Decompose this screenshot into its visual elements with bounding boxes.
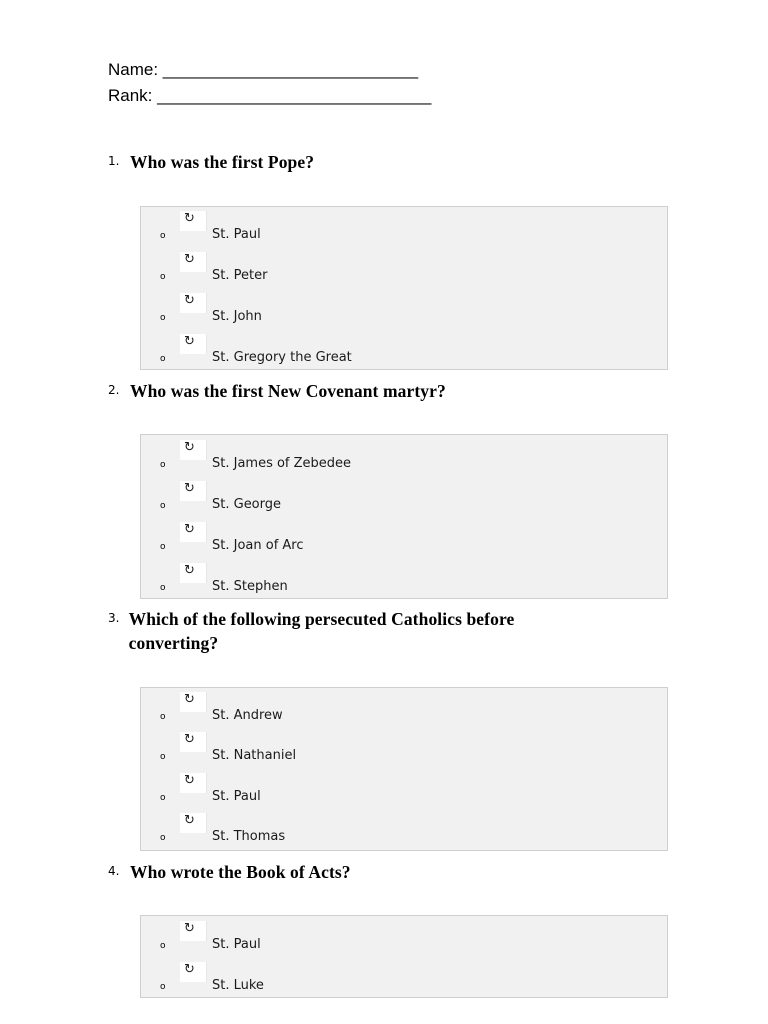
option-label: St. James of Zebedee <box>212 456 352 471</box>
option-item[interactable] <box>141 520 667 556</box>
radio-button[interactable] <box>180 692 207 712</box>
options-box-4 <box>140 915 668 998</box>
radio-icon: ↻ <box>184 293 195 308</box>
question-text: Which of the following persecuted Catholics before converting? <box>128 609 515 653</box>
radio-icon: ↻ <box>184 773 195 788</box>
bullet-icon: o <box>160 793 166 803</box>
bullet-icon: o <box>160 752 166 762</box>
bullet-icon: o <box>160 712 166 722</box>
name-line: Name: ___________________________ <box>108 60 419 79</box>
option-label: St. Joan of Arc <box>212 538 304 553</box>
question-number: 1. <box>108 154 120 168</box>
bullet-icon: o <box>160 542 166 552</box>
radio-button[interactable] <box>180 773 207 793</box>
radio-icon: ↻ <box>184 252 195 267</box>
question-4 <box>108 860 628 884</box>
option-label: St. Thomas <box>212 829 286 844</box>
radio-button[interactable] <box>180 813 207 833</box>
radio-button[interactable] <box>180 211 207 231</box>
option-item[interactable] <box>141 332 667 368</box>
question-1 <box>108 150 628 174</box>
option-label: St. Paul <box>212 789 261 804</box>
option-item[interactable] <box>141 291 667 327</box>
radio-button[interactable] <box>180 334 207 354</box>
question-number: 4. <box>108 864 120 878</box>
radio-button[interactable] <box>180 293 207 313</box>
option-item[interactable] <box>141 209 667 245</box>
radio-button[interactable] <box>180 921 207 941</box>
radio-icon: ↻ <box>184 481 195 496</box>
radio-icon: ↻ <box>184 522 195 537</box>
options-box-3 <box>140 687 668 851</box>
option-item[interactable] <box>141 479 667 515</box>
question-text: Who wrote the Book of Acts? <box>130 862 351 882</box>
bullet-icon: o <box>160 501 166 511</box>
radio-icon: ↻ <box>184 921 195 936</box>
option-label: St. Andrew <box>212 708 283 723</box>
question-text: Who was the first Pope? <box>130 152 315 172</box>
option-item[interactable] <box>141 919 667 955</box>
radio-button[interactable] <box>180 563 207 583</box>
question-3 <box>108 607 578 655</box>
option-item[interactable] <box>141 811 667 847</box>
options-box-1 <box>140 206 668 370</box>
option-item[interactable] <box>141 960 667 996</box>
radio-button[interactable] <box>180 522 207 542</box>
bullet-icon: o <box>160 231 166 241</box>
option-label: St. Stephen <box>212 579 288 594</box>
question-2 <box>108 379 628 403</box>
question-number: 2. <box>108 383 120 397</box>
radio-button[interactable] <box>180 732 207 752</box>
option-label: St. Paul <box>212 227 261 242</box>
bullet-icon: o <box>160 583 166 593</box>
radio-button[interactable] <box>180 252 207 272</box>
option-item[interactable] <box>141 250 667 286</box>
option-label: St. Paul <box>212 937 261 952</box>
radio-icon: ↻ <box>184 692 195 707</box>
radio-button[interactable] <box>180 440 207 460</box>
option-label: St. Nathaniel <box>212 748 297 763</box>
radio-icon: ↻ <box>184 813 195 828</box>
option-item[interactable] <box>141 771 667 807</box>
option-label: St. Luke <box>212 978 264 993</box>
radio-icon: ↻ <box>184 732 195 747</box>
question-number: 3. <box>108 611 120 625</box>
option-label: St. George <box>212 497 282 512</box>
name-rank-header <box>108 57 431 109</box>
options-box-2 <box>140 434 668 599</box>
rank-line: Rank: _____________________________ <box>108 86 432 105</box>
radio-icon: ↻ <box>184 334 195 349</box>
bullet-icon: o <box>160 982 166 992</box>
option-label: St. Gregory the Great <box>212 350 352 365</box>
question-text: Who was the first New Covenant martyr? <box>130 381 446 401</box>
bullet-icon: o <box>160 833 166 843</box>
bullet-icon: o <box>160 354 166 364</box>
radio-icon: ↻ <box>184 440 195 455</box>
option-label: St. John <box>212 309 262 324</box>
bullet-icon: o <box>160 313 166 323</box>
option-item[interactable] <box>141 690 667 726</box>
option-item[interactable] <box>141 438 667 474</box>
radio-icon: ↻ <box>184 563 195 578</box>
radio-icon: ↻ <box>184 211 195 226</box>
radio-button[interactable] <box>180 481 207 501</box>
bullet-icon: o <box>160 460 166 470</box>
bullet-icon: o <box>160 941 166 951</box>
bullet-icon: o <box>160 272 166 282</box>
option-item[interactable] <box>141 561 667 597</box>
option-item[interactable] <box>141 730 667 766</box>
radio-button[interactable] <box>180 962 207 982</box>
option-label: St. Peter <box>212 268 268 283</box>
radio-icon: ↻ <box>184 962 195 977</box>
